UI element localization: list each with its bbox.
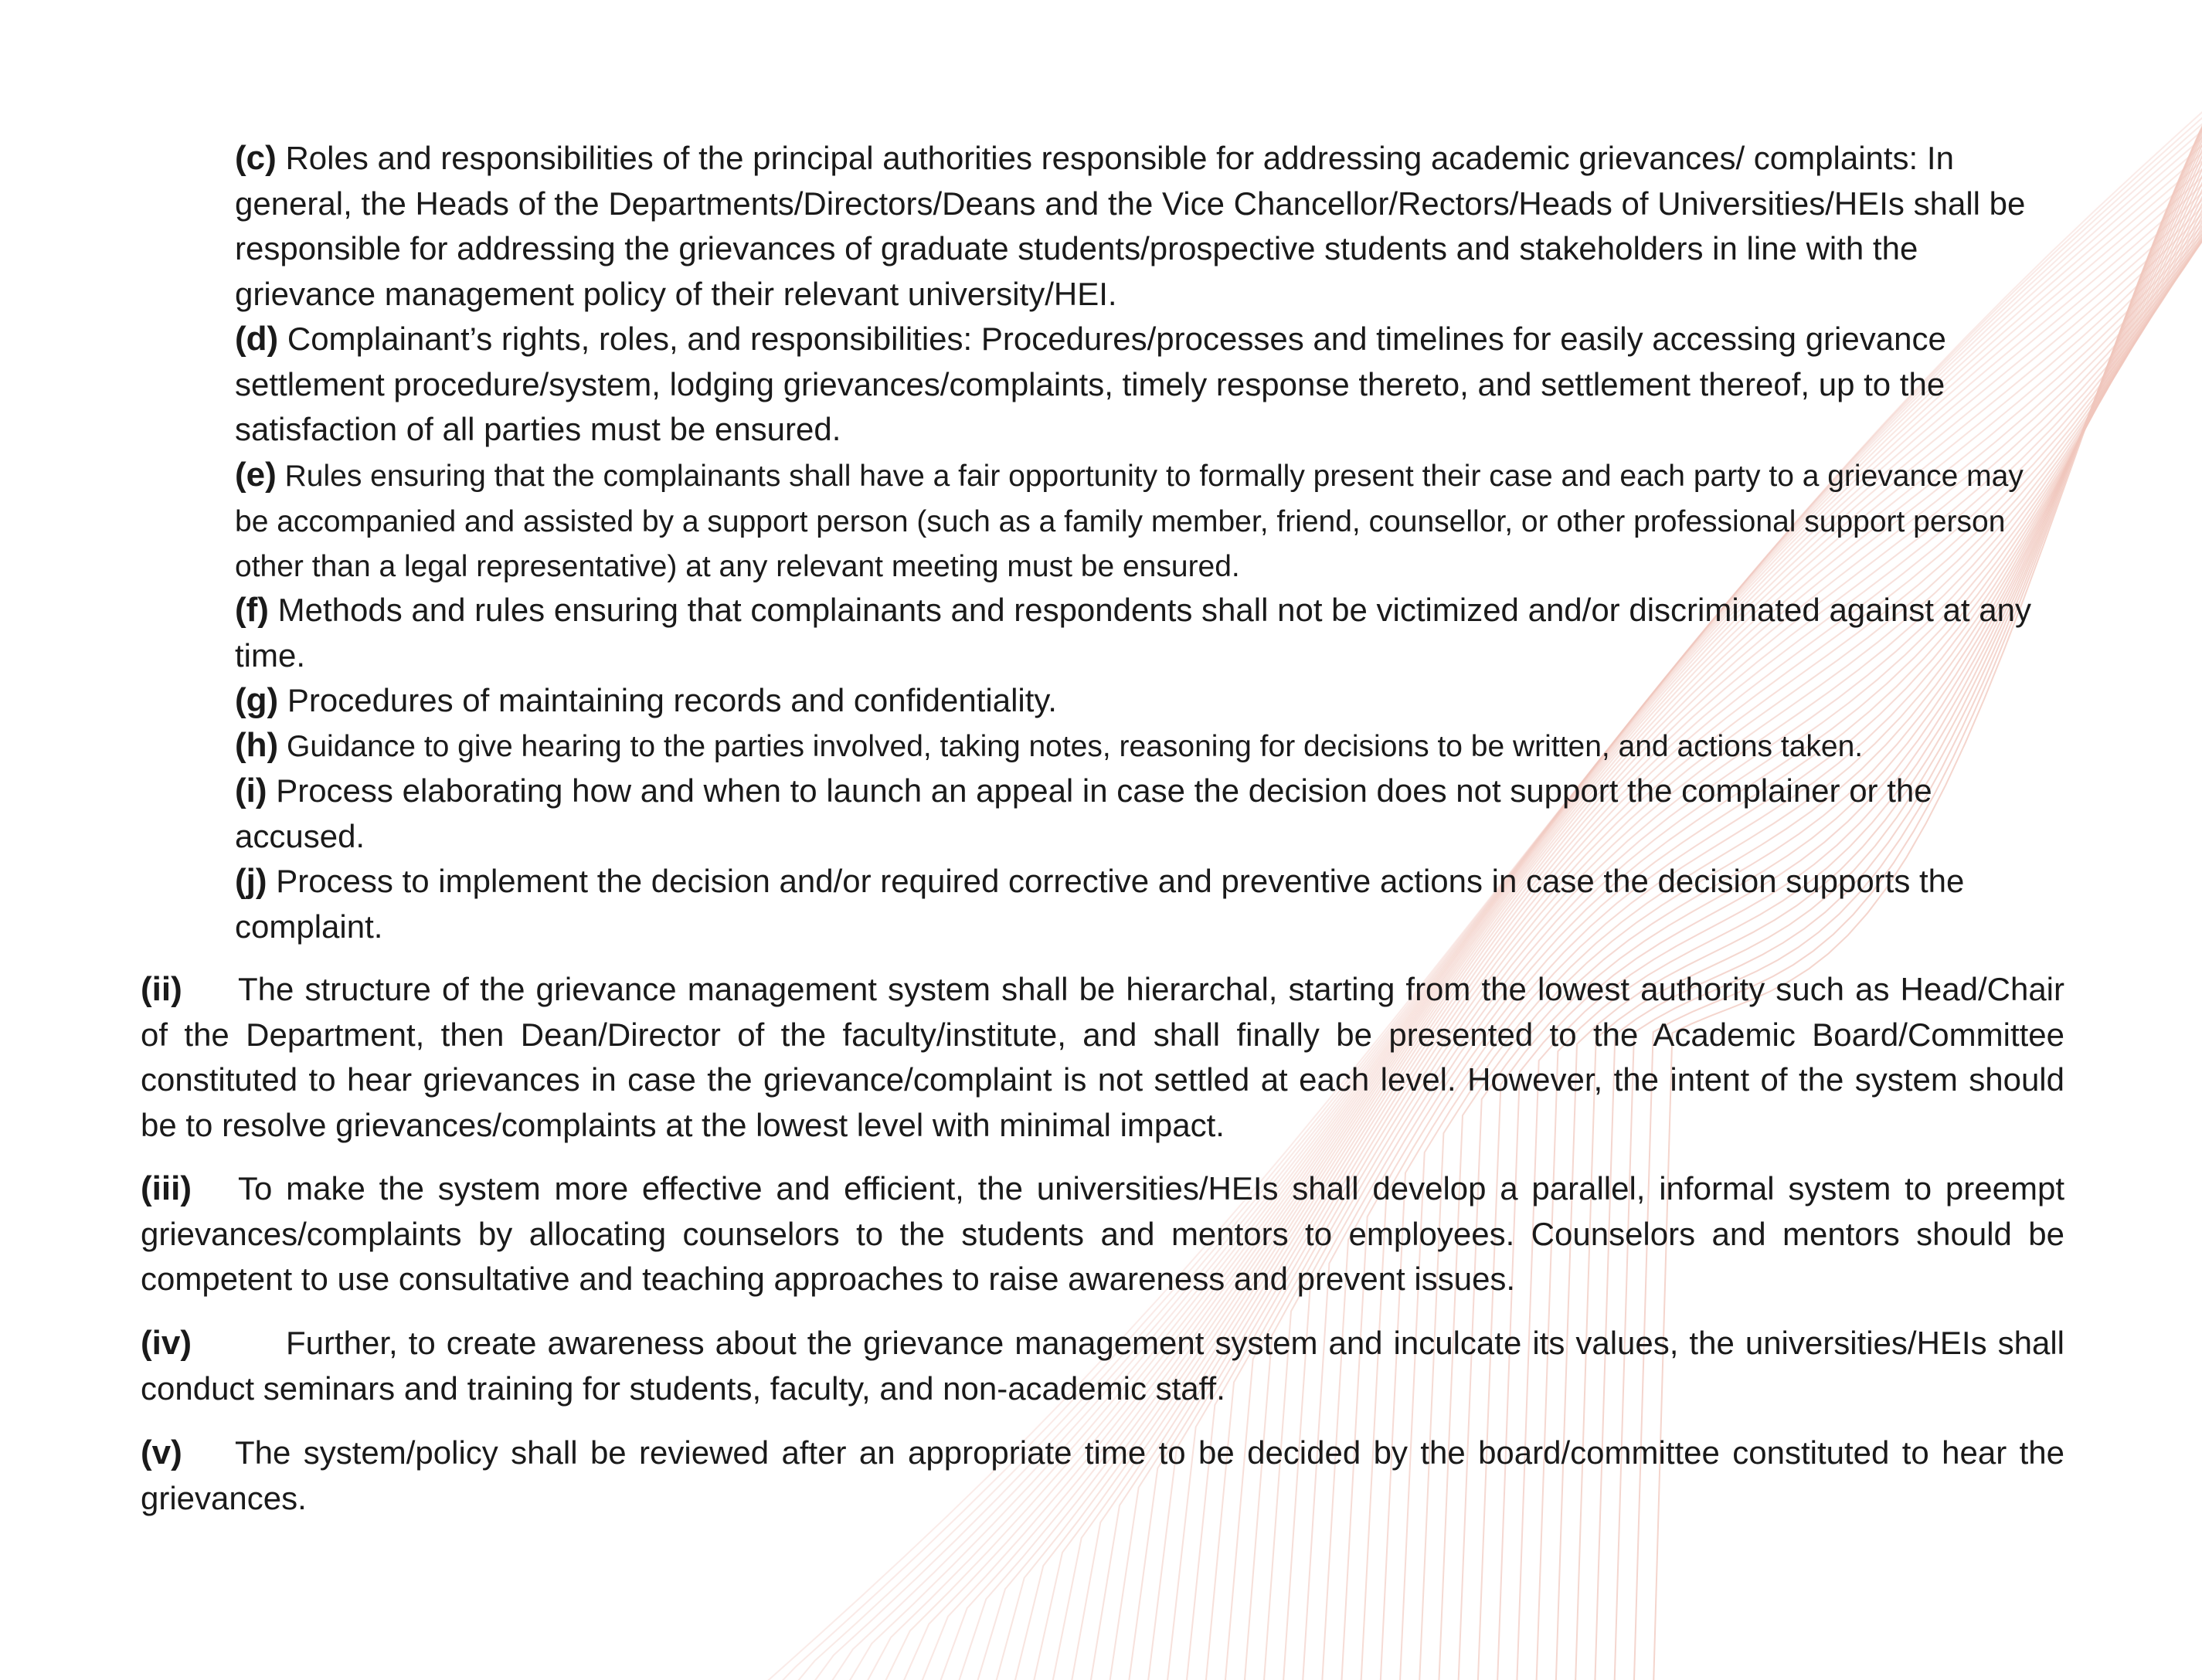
clause-label: (iv) bbox=[141, 1324, 192, 1362]
item-text: Complainant’s rights, roles, and responsibilities: Procedures/processes and timelines for easily accessing grievance settlement procedure/system, lodging grievances/complaints, timely response thereto, and settlement thereof, up to the satisfaction of all parties must be ensured. bbox=[235, 321, 1946, 447]
item-text: Rules ensuring that the complainants shall have a fair opportunity to formally present their case and each party to a grievance may be accompanied and assisted by a support person (such as a family member, friend, counsellor, or other professional support person other than a legal representative) at any relevant meeting must be ensured. bbox=[235, 460, 2024, 583]
list-item-f bbox=[235, 588, 2064, 678]
item-label: (i) bbox=[235, 772, 267, 809]
item-text: Procedures of maintaining records and confidentiality. bbox=[287, 682, 1057, 718]
list-item-j bbox=[235, 859, 2064, 949]
clause-label: (v) bbox=[141, 1434, 182, 1471]
item-text: Process to implement the decision and/or required corrective and preventive actions in case the decision supports the complaint. bbox=[235, 863, 1965, 945]
clause-v bbox=[141, 1431, 2064, 1521]
list-item-h bbox=[235, 723, 2064, 770]
item-label: (d) bbox=[235, 320, 279, 358]
clause-text: The system/policy shall be reviewed after an appropriate time to be decided by the board/committee constituted to hear the grievances. bbox=[141, 1434, 2064, 1516]
item-label: (g) bbox=[235, 681, 279, 719]
clause-label: (ii) bbox=[141, 970, 182, 1008]
clause-label: (iii) bbox=[141, 1169, 192, 1207]
item-label: (c) bbox=[235, 139, 277, 177]
list-item-g bbox=[235, 678, 2064, 724]
item-label: (f) bbox=[235, 591, 269, 629]
item-label: (j) bbox=[235, 862, 267, 900]
clause-iii bbox=[141, 1166, 2064, 1302]
list-item-i bbox=[235, 769, 2064, 859]
list-item-c bbox=[235, 136, 2064, 317]
clause-text: To make the system more effective and efficient, the universities/HEIs shall develop a parallel, informal system to preempt grievances/complaints by allocating counselors to the students and mentors to employees. Counselors and mentors should be competent to use consultative and teaching approaches to raise awareness and prevent issues. bbox=[141, 1170, 2064, 1297]
item-text: Process elaborating how and when to launch an appeal in case the decision does not support the complainer or the accused. bbox=[235, 772, 1932, 854]
item-text: Guidance to give hearing to the parties involved, taking notes, reasoning for decisions to be written, and actions taken. bbox=[287, 730, 1864, 763]
list-item-d bbox=[235, 317, 2064, 453]
item-label: (h) bbox=[235, 726, 279, 764]
item-text: Roles and responsibilities of the principal authorities responsible for addressing academic grievances/ complaints: In general, the Heads of the Departments/Directors/Deans and the Vice Chancellor/Rectors/Heads of Universities/HEIs shall be responsible for addressing the grievances of graduate students/prospective students and stakeholders in line with the grievance management policy of their relevant university/HEI. bbox=[235, 140, 2026, 312]
item-label: (e) bbox=[235, 456, 277, 494]
clause-ii bbox=[141, 967, 2064, 1148]
list-item-e bbox=[235, 453, 2064, 590]
item-text: Methods and rules ensuring that complainants and respondents shall not be victimized and/or discriminated against at any time. bbox=[235, 592, 2031, 674]
clause-text: Further, to create awareness about the grievance management system and inculcate its values, the universities/HEIs shall conduct seminars and training for students, faculty, and non-academic staff. bbox=[141, 1325, 2064, 1407]
clause-iv bbox=[141, 1321, 2064, 1411]
clause-text: The structure of the grievance management system shall be hierarchal, starting from the lowest authority such as Head/Chair of the Department, then Dean/Director of the faculty/institute, and shall finally be presented to the Academic Board/Committee constituted to hear grievances in case the grievance/complaint is not settled at each level. However, the intent of the system should be to resolve grievances/complaints at the lowest level with minimal impact. bbox=[141, 971, 2064, 1143]
